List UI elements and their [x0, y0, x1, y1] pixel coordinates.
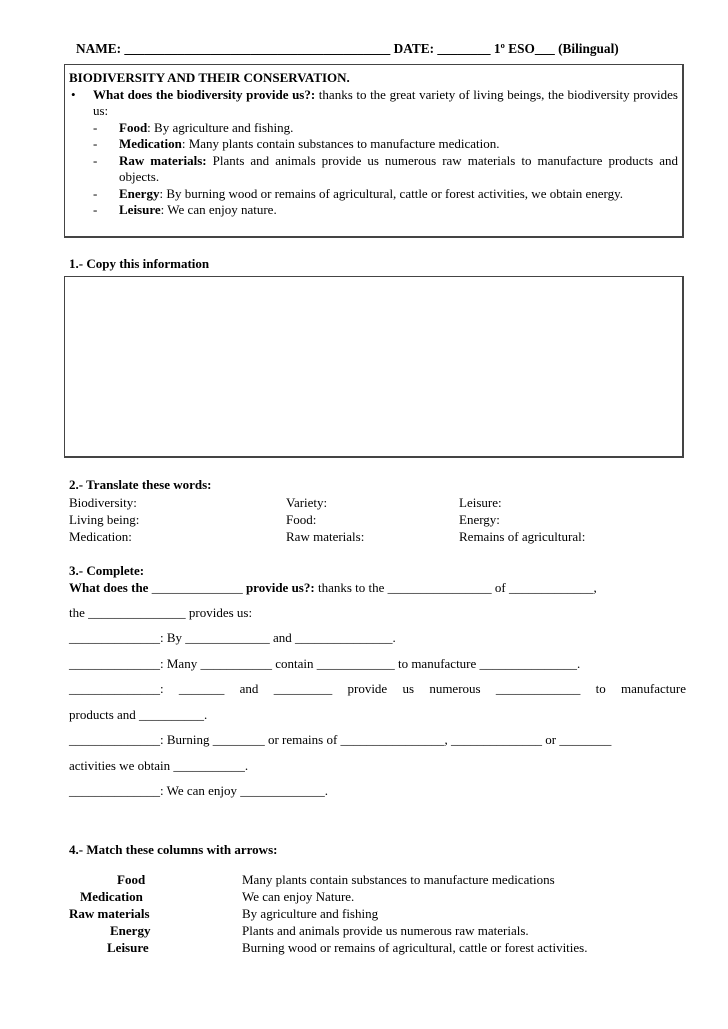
complete-line[interactable]: activities we obtain ___________. [69, 757, 249, 773]
match-right-item[interactable]: Burning wood or remains of agricultural, cattle or forest activities. [242, 940, 588, 955]
table-row [69, 511, 689, 528]
name-date-header: NAME: ________________________________________ DATE: ________ 1º ESO___ (Bilingual) [76, 41, 619, 56]
complete-line[interactable]: ______________: _______ and _________ provide us numerous _____________ to manufacture [69, 681, 686, 696]
list-item [69, 939, 689, 956]
match-right-item[interactable]: We can enjoy Nature. [242, 889, 355, 904]
translate-word: Remains of agricultural: [459, 529, 586, 544]
translate-word: Food: [286, 512, 317, 527]
item-label: Raw materials: [119, 152, 207, 168]
complete-line: What does the ______________ provide us?: thanks to the ________________ of _____________, [69, 580, 597, 595]
item-text: We can enjoy nature. [164, 202, 277, 217]
translate-word: Energy: [459, 512, 500, 527]
translate-word: Medication: [69, 529, 132, 544]
complete-line[interactable]: ______________: Burning ________ or remains of ________________, ______________ or ________ [69, 732, 612, 747]
blank-field[interactable]: ______________ [148, 580, 246, 595]
list-item [69, 888, 689, 905]
list-item [69, 905, 689, 922]
section1-title: 1.- Copy this information [69, 256, 210, 271]
info-question [69, 87, 678, 120]
complete-line[interactable]: ______________: Many ___________ contain ____________ to manufacture _______________. [69, 655, 581, 671]
item-text: By agriculture and fishing. [150, 119, 294, 135]
complete-line[interactable]: ______________: We can enjoy _____________. [69, 783, 329, 798]
match-left-item[interactable]: Energy [110, 923, 151, 938]
match-right-item[interactable]: Many plants contain substances to manufacture medications [242, 872, 555, 887]
translate-word: Variety: [286, 495, 328, 510]
complete-section [69, 562, 686, 809]
match-right-item[interactable]: By agriculture and fishing [242, 906, 379, 921]
info-title: BIODIVERSITY AND THEIR CONSERVATION. [69, 70, 350, 85]
section2-title: 2.- Translate these words: [69, 477, 212, 492]
match-left-item[interactable]: Raw materials [69, 906, 150, 921]
table-row [69, 528, 689, 545]
info-box [64, 64, 684, 238]
complete-line[interactable]: the _______________ provides us: [69, 604, 253, 620]
match-left-item[interactable]: Food [117, 872, 146, 887]
item-label: Medication [119, 136, 182, 151]
list-item: - Food: By agriculture and fishing. [93, 119, 294, 135]
match-left-item[interactable]: Medication [80, 889, 143, 904]
list-item: - Energy: By burning wood or remains of agricultural, cattle or forest activities, we obtain energy. [93, 185, 623, 201]
table-row [69, 494, 689, 511]
item-text: By burning wood or remains of agricultural, cattle or forest activities, we obtain energy. [163, 185, 623, 201]
item-label: Leisure [119, 202, 161, 217]
translate-word: Raw materials: [286, 529, 365, 544]
copy-answer-box[interactable] [64, 276, 684, 458]
list-item: - Leisure: We can enjoy nature. [93, 202, 277, 217]
match-columns [69, 871, 689, 956]
list-item: - Raw materials: Plants and animals provide us numerous raw materials to manufacture products and objects. [93, 152, 678, 184]
list-item [69, 922, 689, 939]
complete-line[interactable]: products and __________. [69, 706, 208, 722]
section4-title: 4.- Match these columns with arrows: [69, 842, 278, 857]
list-item: - Medication: Many plants contain substances to manufacture medication. [93, 136, 500, 151]
translate-word: Living being: [69, 512, 140, 527]
match-left-item[interactable]: Leisure [107, 940, 149, 955]
complete-line[interactable]: ______________: By _____________ and _______________. [69, 630, 396, 645]
item-label: Energy [119, 185, 160, 201]
item-label: Food [119, 119, 148, 135]
translate-word: Biodiversity: [69, 495, 137, 510]
list-item [69, 871, 689, 888]
match-right-item[interactable]: Plants and animals provide us numerous raw materials. [242, 923, 529, 938]
section3-title: 3.- Complete: [69, 563, 145, 578]
bullet-icon: • [71, 86, 76, 102]
translate-table [69, 494, 689, 545]
question-rest: thanks to the great variety of living beings, the biodiversity provides us: [93, 86, 678, 118]
item-text: Many plants contain substances to manufacture medication. [185, 136, 500, 151]
item-text: Plants and animals provide us numerous raw materials to manufacture products and objects. [119, 152, 678, 184]
translate-word: Leisure: [459, 495, 502, 510]
question-bold: What does the biodiversity provide us?: [93, 86, 316, 102]
